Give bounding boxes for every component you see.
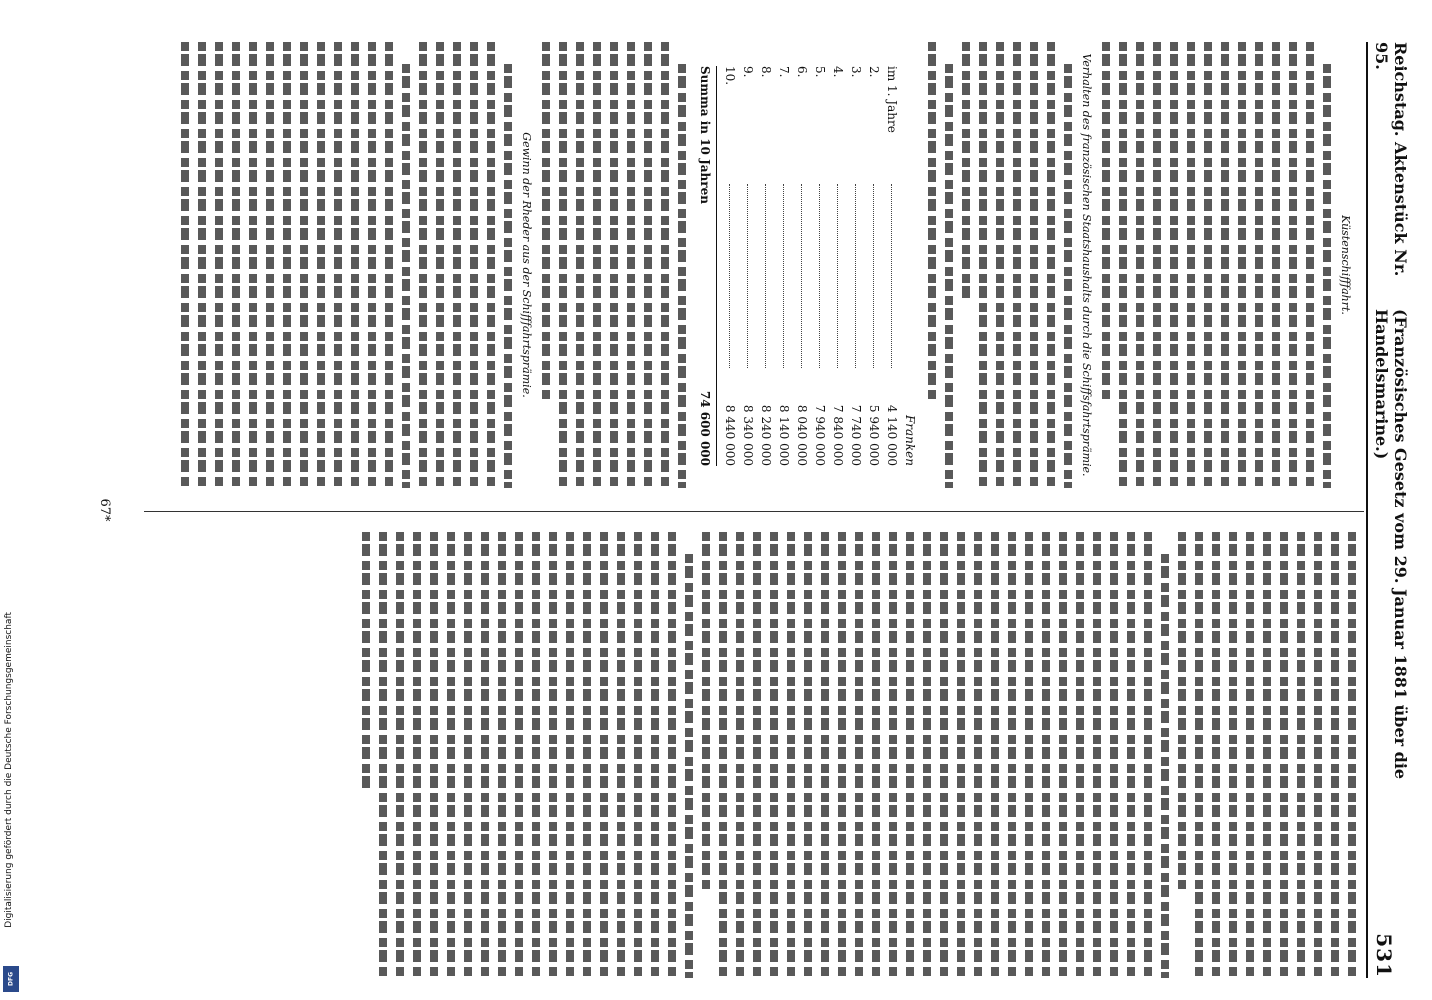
row-label: 6. xyxy=(795,66,809,78)
row-value: 4 140 000 xyxy=(885,404,899,466)
subhead-coastal: Küstenschifffahrt. xyxy=(1339,215,1352,315)
row-label: 8. xyxy=(759,66,773,78)
row-leader-dots xyxy=(729,184,731,368)
table-row xyxy=(721,66,739,466)
row-value: 7 740 000 xyxy=(849,404,863,466)
dfg-logo-icon: DFG xyxy=(3,966,19,992)
right-column xyxy=(146,532,1356,978)
row-value: 8 040 000 xyxy=(795,404,809,466)
row-label: 10. xyxy=(723,66,737,86)
digitization-credit xyxy=(4,612,20,1000)
premium-table xyxy=(696,66,919,466)
subhead-budget: Verhalten des französischen Staatshaushalts durch die Schiffsfahrtsprämie. xyxy=(1080,53,1093,477)
page-header xyxy=(1366,42,1410,978)
row-leader-dots xyxy=(837,184,839,368)
left-text-block-4 xyxy=(181,42,512,488)
table-sum-row xyxy=(696,66,717,466)
sum-label: Summa in 10 Jahren xyxy=(698,66,712,204)
row-value: 8 340 000 xyxy=(741,404,755,466)
page-number: 531 xyxy=(1372,933,1396,978)
row-value: 8 440 000 xyxy=(723,404,737,466)
row-value: 8 240 000 xyxy=(759,404,773,466)
left-text-block-3 xyxy=(542,42,686,488)
table-row xyxy=(739,66,757,466)
row-leader-dots xyxy=(765,184,767,368)
left-text-block-2 xyxy=(928,42,1072,488)
header-center: (Französisches Gesetz vom 29. Januar 1881 über die Handelsmarine.) xyxy=(1372,308,1410,780)
table-unit-header: Franken xyxy=(903,414,917,466)
table-rows xyxy=(721,66,901,466)
footer-page-marker: 67* xyxy=(97,498,112,522)
right-text-block-1 xyxy=(1178,532,1356,978)
row-leader-dots xyxy=(873,184,875,368)
subhead-profit: Gewinn der Rheder aus der Schifffahrtsprämie. xyxy=(520,132,533,398)
row-leader-dots xyxy=(801,184,803,368)
row-leader-dots xyxy=(855,184,857,368)
row-label: im 1. Jahre xyxy=(885,66,899,133)
row-label: 4. xyxy=(831,66,845,78)
right-text-block-2 xyxy=(702,532,1169,978)
row-leader-dots xyxy=(891,184,893,368)
row-label: 7. xyxy=(777,66,791,78)
left-text-block-1 xyxy=(1102,42,1331,488)
table-row xyxy=(829,66,847,466)
table-row xyxy=(883,66,901,466)
table-row xyxy=(775,66,793,466)
credit-text: Digitalisierung gefördert durch die Deutsche Forschungsgemeinschaft xyxy=(4,612,14,928)
row-value: 5 940 000 xyxy=(867,404,881,466)
table-row xyxy=(793,66,811,466)
row-label: 2. xyxy=(867,66,881,78)
row-value: 7 840 000 xyxy=(831,404,845,466)
table-row xyxy=(847,66,865,466)
row-leader-dots xyxy=(783,184,785,368)
sum-value: 74 600 000 xyxy=(698,390,712,466)
left-column xyxy=(146,42,1356,488)
row-label: 5. xyxy=(813,66,827,78)
header-left: Reichstag. Aktenstück Nr. 95. xyxy=(1372,42,1410,277)
row-label: 9. xyxy=(741,66,755,78)
right-text-block-3 xyxy=(362,532,693,978)
row-leader-dots xyxy=(747,184,749,368)
document-page xyxy=(42,30,1412,990)
row-leader-dots xyxy=(819,184,821,368)
table-row xyxy=(865,66,883,466)
table-row xyxy=(757,66,775,466)
column-divider xyxy=(144,511,1364,512)
row-value: 7 940 000 xyxy=(813,404,827,466)
row-label: 3. xyxy=(849,66,863,78)
table-row xyxy=(811,66,829,466)
row-value: 8 140 000 xyxy=(777,404,791,466)
